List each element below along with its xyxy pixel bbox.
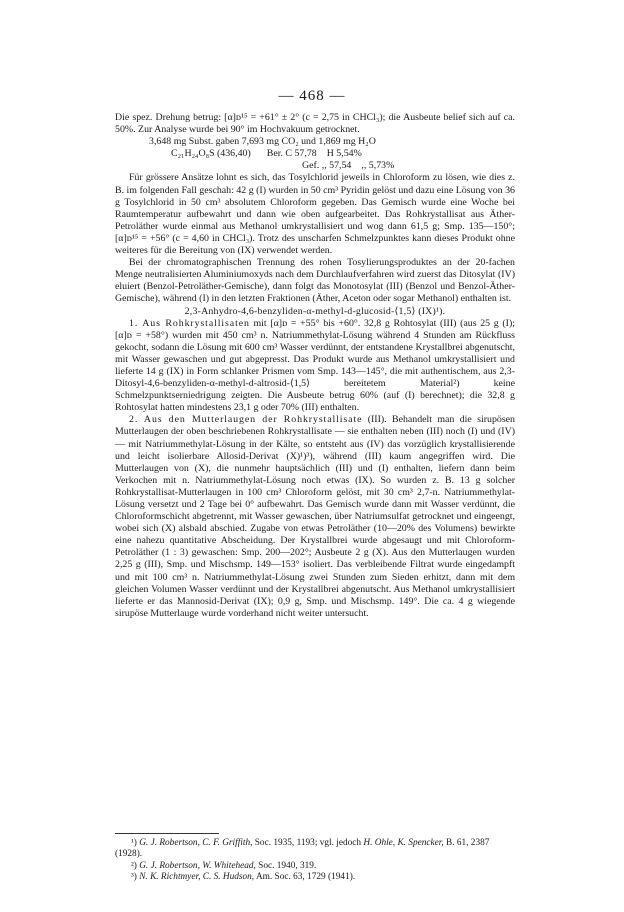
body-text — [115, 112, 515, 620]
footnote-divider — [115, 833, 219, 834]
analysis-calc-h: H 5,54% — [326, 148, 362, 160]
footnote-mark: ¹) — [131, 838, 137, 848]
footnote-mark: ²) — [131, 860, 137, 871]
footnote-reference: Soc. 1940, 319. — [255, 860, 317, 871]
page-number: — 468 — — [278, 88, 346, 104]
footnote-reference: Am. Soc. 63, 1729 (1941). — [254, 871, 356, 882]
footnote-authors: H. Ohle, K. Spencker, — [363, 838, 444, 848]
section-2-text: (III). Behandelt man die sirupösen Mutterlaugen der oben beschriebenen Rohkrystallisate — sie enthalten neben (III) noch (I) und (IV) — mit Natriummethylat-Lösung in der Kälte, so entsteht aus (IV) das vorzüglich krystallisierende und leicht isolierbare Allosid-Derivat (X)¹)³), während (III) kaum angegriffen wird. Die Mutterlaugen von (X), die nunmehr hauptsächlich (III) und (I) enthalten, liefern dann beim Verkochen mit n. Natriummethylat-Lösung noch etwas (IX). So wurden z. B. 13 g solcher Rohkrystallisat-Mutterlaugen in 100 cm³ Chloroform gelöst, mit 30 cm³ 2,7-n. Natriummethylat-Lösung versetzt und 2 Tage bei 0° aufbewahrt. Das Gemisch wurde dann mit Wasser verdünnt, die Chloroformschicht abgetrennt, mit Wasser gewaschen, über Natriumsulfat getrocknet und eingeengt, wobei sich (X) alsbald abschied. Zugabe von etwas Petroläther (10—20% des Volumens) bewirkte eine nahezu quantitative Abscheidung. Der Krystallbrei wurde abgesaugt und mit Chloroform-Petroläther (1 : 3) gewaschen: Smp. 200—202°; Ausbeute 2 g (X). Aus den Mutterlaugen wurden 2,25 g (III), Smp. und Mischsmp. 149—153° isoliert. Das verbleibende Filtrat wurde eingedampft und mit 100 cm³ n. Natriummethylat-Lösung zwei Stunden zum Sieden erhitzt, dann mit dem gleichen Volumen Wasser verdünnt und der Krystallbrei abgenutscht. Aus Methanol umkrystallisiert lieferte er das Mannosid-Derivat (IX); 0,9 g, Smp. und Mischsmp. 149°. Die ca. 4 g wiegende sirupöse Mutterlauge wurde vorderhand nicht weiter untersucht. — [115, 414, 515, 619]
footnote-2 — [115, 861, 515, 872]
analysis-formula: C₂₁H₂₄O₈S (436,40) — [171, 148, 251, 160]
analysis-formula-row — [115, 148, 515, 160]
footnote-1 — [115, 838, 515, 861]
footnote-authors: N. K. Richtmyer, C. S. Hudson, — [139, 871, 255, 882]
analysis-line: 3,648 mg Subst. gaben 7,693 mg CO₂ und 1,869 mg H₂O — [149, 136, 376, 148]
section-2-title: 2. Aus den Mutterlaugen der Rohkrystallisate — [129, 414, 363, 426]
paragraph-section-1 — [115, 318, 515, 415]
section-heading: 2,3-Anhydro-4,6-benzyliden-α-methyl-d-glucosid-⟨1,5⟩ (IX)¹). — [184, 305, 446, 317]
elemental-analysis — [115, 136, 515, 172]
section-1-text: mit [α]ᴅ = +55° bis +60°. 32,8 g Rohtosylat (III) (aus 25 g (I); [α]ᴅ = +58°) wurden mit 450 cm³ n. Natriummethylat-Lösung während 4 Stunden am Rückfluss gekocht, sodann die Lösung mit 600 cm³ Wasser verdünnt, der entstandene Krystallbrei abgenutscht, mit Wasser gewaschen und gut abgepresst. Das Produkt wurde aus Methanol umkrystallisiert und lieferte 14 g (IX) in Form schlanker Prismen vom Smp. 143—145°, die mit authentischem, aus 2,3-Ditosyl-4,6-benzyliden-α-methyl-d-altrosid-⟨1,5⟩ bereitetem Material²) keine Schmelzpunktserniedrigung zeigten. Die Ausbeute betrug 60% (auf (I) berechnet); die 32,8 g Rohtosylat hatten mindestens 23,1 g oder 70% (III) enthalten. — [115, 317, 515, 414]
analysis-found-h: ,, 5,73% — [361, 160, 395, 172]
footnote-authors: G. J. Robertson, W. Whitehead, — [139, 860, 256, 871]
footnote-reference: B. 61, 2387 (1928). — [115, 838, 490, 860]
footnote-authors: G. J. Robertson, C. F. Griffith, — [139, 838, 253, 848]
analysis-calc: Ber. C 57,78 — [266, 148, 317, 160]
paragraph-tosylchlorid: Für grössere Ansätze lohnt es sich, das Tosylchlorid jeweils in Chloroform zu lösen, wie dies z. B. im folgenden Fall geschah: 42 g (I) wurden in 50 cm³ Pyridin gelöst und dazu eine Lösung von 36 g Tosylchlorid in 50 cm³ absolutem Chloroform gegeben. Das Gemisch wurde eine Woche bei Raumtemperatur aufbewahrt und dann wie oben aufgearbeitet. Das Rohkrystallisat aus Äther-Petroläther wurde einmal aus Methanol umkrystallisiert und wog dann 61,5 g; Smp. 135—150°; [α]ᴅ¹⁵ = +56° (c = 4,60 in CHCl₃). Trotz des unscharfen Schmelzpunktes kann dieses Produkt ohne weiteres für die Bereitung von (IX) verwendet werden. — [115, 172, 515, 257]
footnotes — [115, 838, 515, 883]
section-1-title: 1. Aus Rohkrystallisaten — [129, 317, 250, 329]
paragraph-chromatography: Bei der chromatographischen Trennung des rohen Tosylierungsproduktes an der 20-fachen Menge neutralisierten Aluminiumoxyds nach dem Durchlaufverfahren wird zuerst das Ditosylat (IV) eluiert (Benzol-Petroläther-Gemische), dann folgt das Monotosylat (III) (Benzol und Benzol-Äther-Gemische), während (I) in den letzten Fraktionen (Äther, Aceton oder sogar Methanol) enthalten ist. — [115, 257, 515, 305]
footnote-reference: Soc. 1935, 1193; vgl. jedoch — [252, 838, 364, 848]
paragraph-rotation: Die spez. Drehung betrug: [α]ᴅ¹⁵ = +61° ± 2° (c = 2,75 in CHCl₃); die Ausbeute belief sich auf ca. 50%. Zur Analyse wurde bei 90° im Hochvakuum getrocknet. — [115, 112, 515, 136]
footnote-3 — [115, 872, 515, 883]
analysis-found: Gef. ,, 57,54 — [302, 160, 352, 172]
footnote-mark: ³) — [131, 871, 137, 882]
paragraph-section-2 — [115, 414, 515, 620]
analysis-found-row — [115, 160, 515, 172]
